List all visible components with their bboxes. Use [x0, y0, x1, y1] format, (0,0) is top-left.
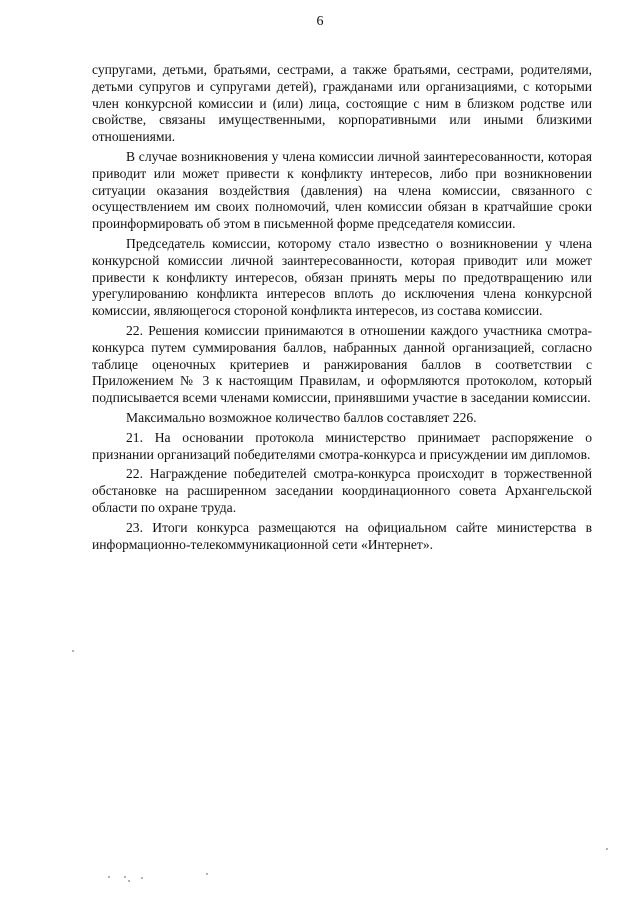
scan-speck — [606, 848, 608, 850]
scan-speck — [72, 650, 74, 652]
scan-speck — [124, 876, 126, 878]
paragraph-conflict-of-interest: В случае возникновения у члена комиссии личной заинтересованности, которая приводит или может привести к конфликту интересов, либо при возникновении ситуации оказания воздействия (давления) на члена комиссии, связанного с осуществлением им своих полномочий, член комиссии обязан в кратчайшие сроки проинформировать об этом в письменной форме председателя комиссии. — [92, 148, 592, 232]
paragraph-chairman-duties: Председатель комиссии, которому стало известно о возникновении у члена конкурсной комиссии личной заинтересованности, которая приводит или может привести к конфликту интересов, обязан принять меры по предотвращению или урегулированию конфликта интересов вплоть до исключения члена конкурсной комиссии, являющегося стороной конфликта интересов, из состава комиссии. — [92, 235, 592, 319]
paragraph-max-score: Максимально возможное количество баллов составляет 226. — [126, 409, 477, 425]
scan-speck — [108, 876, 110, 878]
paragraph-continuation: супругами, детьми, братьями, сестрами, а также братьями, сестрами, родителями, детьми супругов и супругами детей), гражданами или организациями, с которыми член конкурсной комиссии и (или) лица, состоящие с ним в близком родстве или свойстве, связаны имущественными, корпоративными или иными близкими отношениями. — [92, 62, 592, 145]
paragraph-clause-21-order: 21. На основании протокола министерство принимает распоряжение о признании организаций победителями смотра-конкурса и присуждении им дипломов. — [92, 429, 592, 462]
scan-speck — [206, 873, 208, 875]
document-body — [92, 62, 592, 556]
scan-speck — [128, 880, 130, 882]
paragraph-clause-22-awarding: 22. Награждение победителей смотра-конкурса происходит в торжественной обстановке на расширенном заседании координационного совета Архангельской области по охране труда. — [92, 466, 592, 515]
scan-speck — [141, 877, 143, 879]
paragraph-clause-23-results: 23. Итоги конкурса размещаются на официальном сайте министерства в информационно-телекоммуникационной сети «Интернет». — [92, 519, 592, 552]
paragraph-clause-22-decisions: 22. Решения комиссии принимаются в отношении каждого участника смотра-конкурса путем суммирования баллов, набранных данной организацией, согласно таблице оценочных критериев и ранжирования баллов в соответствии с Приложением № 3 к настоящим Правилам, и оформляются протоколом, который подписывается всеми членами комиссии, принявшими участие в заседании комиссии. — [92, 322, 592, 406]
page-number: 6 — [316, 14, 324, 29]
